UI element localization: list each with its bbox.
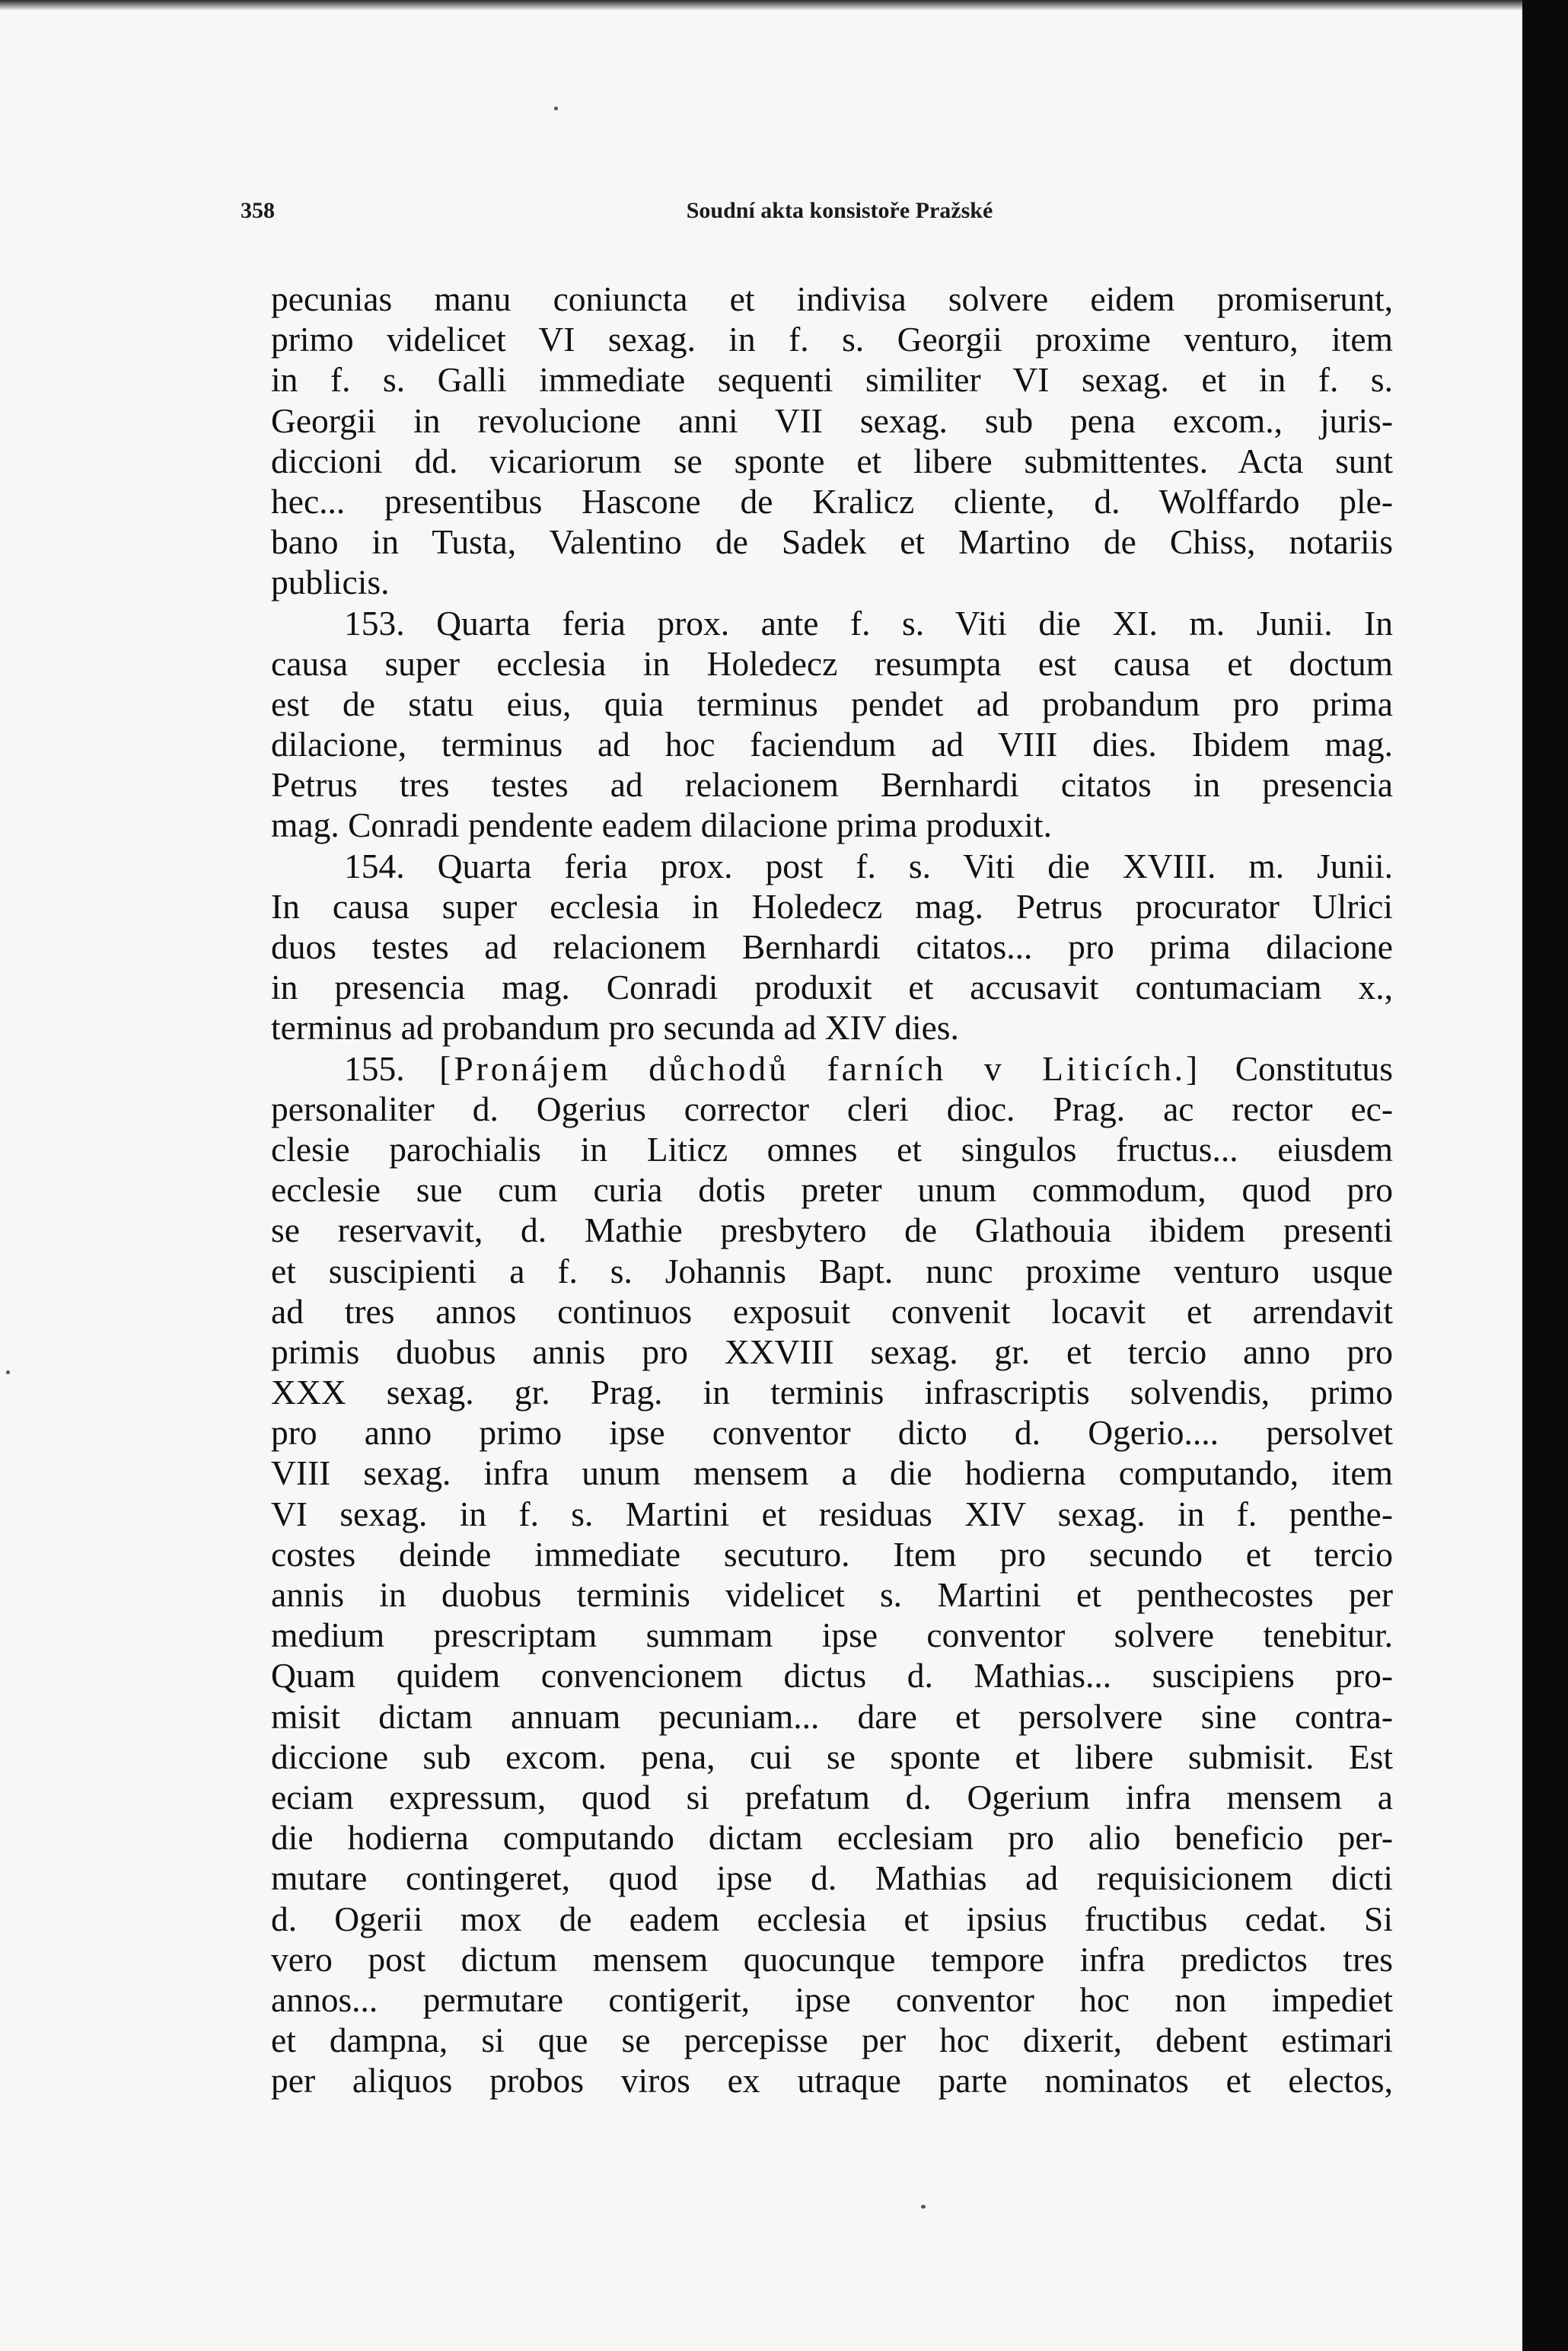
text-line: terminus ad probandum pro secunda ad XIV dies. xyxy=(271,1008,959,1048)
section-heading: [Pronájem důchodů farních v Liticích.] xyxy=(439,1048,1201,1088)
entry-155-start: 155. [Pronájem důchodů farních v Liticích.] Constitutus xyxy=(344,1048,1394,1088)
text-line: per aliquos probos viros ex utraque parte nominatos et electos, xyxy=(271,2061,1393,2101)
text-line: VI sexag. in f. s. Martini et residuas XIV sexag. in f. penthe- xyxy=(271,1494,1393,1533)
text-line: In causa super ecclesia in Holedecz mag. Petrus procurator Ulrici xyxy=(271,886,1393,926)
text-line: se reservavit, d. Mathie presbytero de Glathouia ibidem presenti xyxy=(271,1211,1393,1250)
text-line: primis duobus annis pro XXVIII sexag. gr. et tercio anno pro xyxy=(271,1332,1393,1371)
text-line: et dampna, si que se percepisse per hoc dixerit, debent estimari xyxy=(271,2021,1393,2060)
text-line: hec... presentibus Hascone de Kralicz cliente, d. Wolffardo ple- xyxy=(271,481,1393,521)
text-line: d. Ogerii mox de eadem ecclesia et ipsius fructibus cedat. Si xyxy=(271,1899,1393,1938)
scan-edge-top xyxy=(0,0,1568,11)
text-line: dilacione, terminus ad hoc faciendum ad VIII dies. Ibidem mag. xyxy=(271,725,1393,764)
scan-edge-right xyxy=(1522,0,1568,2351)
text-line: die hodierna computando dictam ecclesiam pro alio beneficio per- xyxy=(271,1818,1393,1858)
text-line: duos testes ad relacionem Bernhardi citatos... pro prima dilacione xyxy=(271,927,1393,966)
text-line: annis in duobus terminis videlicet s. Martini et penthecostes per xyxy=(271,1575,1393,1614)
text-line: in presencia mag. Conradi produxit et accusavit contumaciam x., xyxy=(271,968,1393,1007)
text-line: personaliter d. Ogerius corrector cleri dioc. Prag. ac rector ec- xyxy=(271,1089,1393,1128)
text-line: eciam expressum, quod si prefatum d. Ogerium infra mensem a xyxy=(271,1777,1393,1817)
text-line: misit dictam annuam pecuniam... dare et persolvere sine contra- xyxy=(271,1696,1393,1736)
text-line: est de statu eius, quia terminus pendet ad probandum pro prima xyxy=(271,684,1393,723)
page-number: 358 xyxy=(241,198,275,223)
scan-speck xyxy=(6,1370,10,1374)
text-line: mag. Conradi pendente eadem dilacione prima produxit. xyxy=(271,805,1052,845)
scan-speck xyxy=(921,2205,926,2209)
text-line: VIII sexag. infra unum mensem a die hodierna computando, item xyxy=(271,1453,1393,1493)
entry-153-start: 153. Quarta feria prox. ante f. s. Viti die XI. m. Junii. In xyxy=(344,603,1393,643)
text-line: Quam quidem convencionem dictus d. Mathias... suscipiens pro- xyxy=(271,1656,1393,1695)
text-line: Petrus tres testes ad relacionem Bernhardi citatos in presencia xyxy=(271,765,1393,805)
text-line: in f. s. Galli immediate sequenti similiter VI sexag. et in f. s. xyxy=(271,360,1393,400)
entry-154-start: 154. Quarta feria prox. post f. s. Viti die XVIII. m. Junii. xyxy=(344,846,1393,885)
text-line: pro anno primo ipse conventor dicto d. Ogerio.... persolvet xyxy=(271,1413,1393,1453)
running-title: Soudní akta konsistoře Pražské xyxy=(686,198,993,223)
text-line: XXX sexag. gr. Prag. in terminis infrascriptis solvendis, primo xyxy=(271,1373,1393,1412)
text-line: Georgii in revolucione anni VII sexag. sub pena excom., juris- xyxy=(271,400,1393,440)
text-line: ad tres annos continuos exposuit convenit locavit et arrendavit xyxy=(271,1291,1393,1331)
text-line: medium prescriptam summam ipse conventor solvere tenebitur. xyxy=(271,1616,1393,1655)
text-line: mutare contingeret, quod ipse d. Mathias ad requisicionem dicti xyxy=(271,1858,1393,1898)
text-line: clesie parochialis in Liticz omnes et singulos fructus... eiusdem xyxy=(271,1129,1393,1169)
text-line: causa super ecclesia in Holedecz resumpta est causa et doctum xyxy=(271,643,1393,683)
text-line: vero post dictum mensem quocunque tempore infra predictos tres xyxy=(271,1939,1393,1979)
text-line: et suscipienti a f. s. Johannis Bapt. nunc proxime venturo usque xyxy=(271,1251,1393,1290)
text-line: costes deinde immediate secuturo. Item pro secundo et tercio xyxy=(271,1534,1393,1574)
text-line: pecunias manu coniuncta et indivisa solvere eidem promiserunt, xyxy=(271,279,1393,318)
text-line: diccione sub excom. pena, cui se sponte et libere submisit. Est xyxy=(271,1737,1393,1776)
text-line: primo videlicet VI sexag. in f. s. Georgii proxime venturo, item xyxy=(271,320,1393,359)
text-line: bano in Tusta, Valentino de Sadek et Martino de Chiss, notariis xyxy=(271,522,1393,562)
text-line: ecclesie sue cum curia dotis preter unum commodum, quod pro xyxy=(271,1170,1393,1210)
page-header xyxy=(241,198,1393,231)
text-line: annos... permutare contigerit, ipse conventor hoc non impediet xyxy=(271,1979,1393,2019)
scan-speck xyxy=(554,107,558,110)
text-line: publicis. xyxy=(271,563,390,602)
body-text xyxy=(271,279,1393,2101)
text-line: diccioni dd. vicariorum se sponte et libere submittentes. Acta sunt xyxy=(271,441,1393,480)
